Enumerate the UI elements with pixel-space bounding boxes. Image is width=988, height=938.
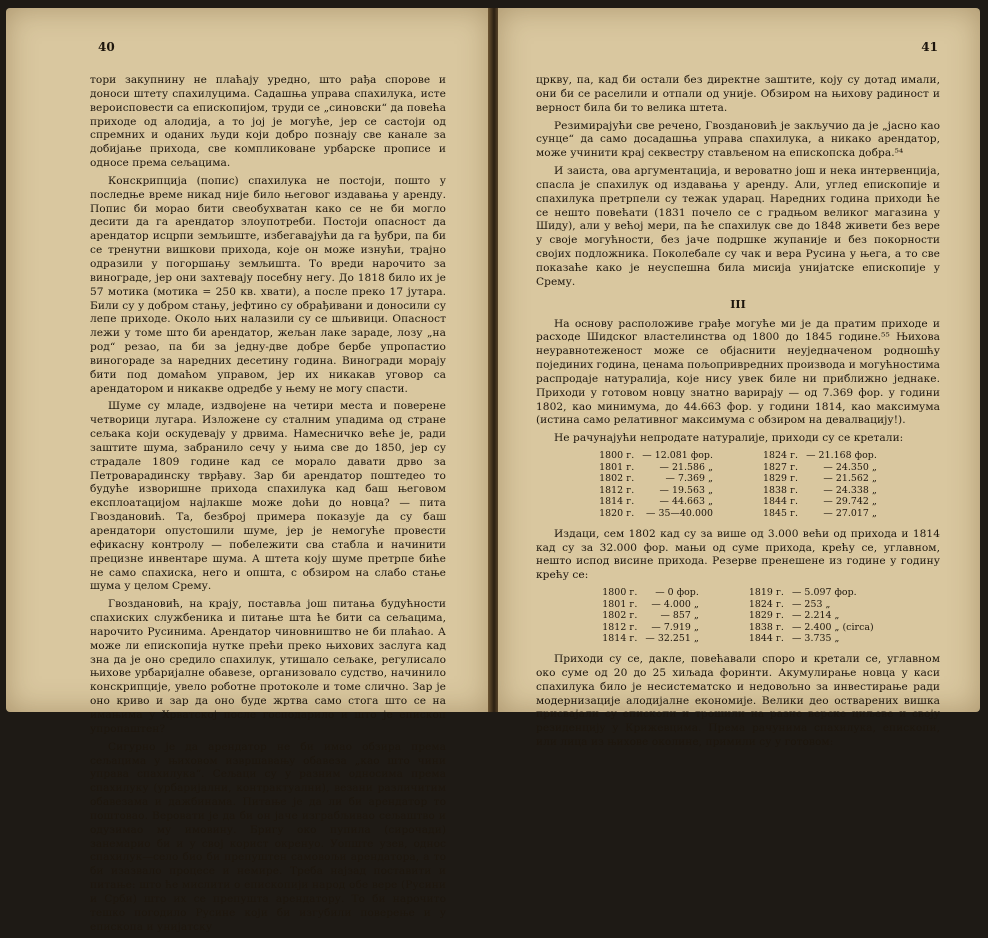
value-cell: — 35—40.000 [645,508,713,520]
value-cell: — 21.562 „ [823,473,877,485]
section-heading: III [730,297,746,311]
table-row [598,633,877,645]
value-cell: — 3.735 „ [791,633,840,645]
year-cell: 1812 г. [602,621,638,633]
paragraph: Резимирајући све речено, Гвоздановић је закључио да је „јасно као сунце“ да само досадашња управа спахилука, а никако арендатор, може учинити крај секвестру стављеном на епископска добра.⁵⁴ [536,119,940,160]
value-cell: — 44.663 „ [659,496,713,508]
income-table [595,450,881,520]
value-cell: — 29.742 „ [823,496,877,508]
value-cell: — 7.919 „ [651,621,699,633]
table-row [595,450,881,462]
year-cell: 1844 г. [748,633,784,645]
value-cell: — 2.214 „ [791,610,840,622]
year-cell: 1814 г. [599,496,635,508]
year-cell: 1800 г. [602,587,638,599]
year-cell: 1819 г. [748,587,784,599]
paragraph: Конскрипција (попис) спахилука не постоји, пошто у последње време никад није било његовог издавања у аренду. Попис би морао бити свеобухватан како се не би могло десити да га арендатор злоупотреби. Постоји опасност да арендатор исцрпи земљиште, избегавајући да га ђубри, па би се тренутни вишкови прихода, које он може изнући, трајно одразили у погоршању земљишта. То вреди нарочито за винограде, јер они захтевају посебну негу. До 1818 било их је 57 мотика (мотика = 250 кв. хвати), а после преко 17 јутара. Били су у добром стању, јефтино су обрађивани и доносили су лепе приходе. Около њих налазили су се шљивици. Опасност лежи у томе што би арендатор, жељан лаке зараде, лозу „на род“ резао, па би за једну-две добре бербе упропастио виногораде за наредних десетину година. Виногради морају бити под домаћом управом, јер их никакав уговор са арендатором и никакве одредбе у њему не могу спасти. [90,174,446,395]
year-cell: 1829 г. [748,610,784,622]
year-cell: 1820 г. [599,508,635,520]
right-page [498,8,980,749]
year-cell: 1827 г. [763,461,799,473]
table-row [595,485,881,497]
paragraph: Сигурно је да арендатор не би имао обзира према сељацима у њиховом извршавању обавеза „као што чини управа спахилука“. Сељаци су у разним односима према спахилуку (урбаријални, контрактуални), везани различитим обавезама и дажбинама. Питање је да ли би арендатор то поштовао. Веровати је да би он јаче изграбљивао сељаштво и одузимао му имовину. Бригу око пупила (сирочади) занемарио би и у свој корист окренуо. Уопште узев, однос спахилук—село био би препуштен самовољи арендатора, а то би изазвало процесе и немире. Треба најзад поставити и питање: што ће мислити о епископији народ обе вере (Русини и Срби) што их се препушта арендатору. То би нарочито тешко погодило Русине који би изгубили поверење и у епископа и унијатску [90,740,446,933]
paragraph: Не рачунајући непродате натуралије, приходи су се кретали: [554,432,904,445]
left-page [6,8,490,933]
paragraph: И заиста, ова аргументација, и вероватно још и нека интервенција, спасла је спахилук од издавања у аренду. Али, углед епископије и спахилука претрпели су тежак ударац. Наредних година приходи ће се нешто повећати (1831 почело се с градњом великог магазина у Шиду), али у већој мери, па ће спахилук све до 1848 живети без вере у своје могућности, без јаче подршке жупаније и без покорности својих подложника. Поколебале су чак и вера Русина у њега, а то све показаће како је неуспешна била мисија унијатске епископије у Срему. [536,165,940,288]
year-cell: 1824 г. [748,598,784,610]
page-number: 41 [921,40,938,54]
value-cell: — 24.338 „ [823,484,877,496]
paragraph: Шуме су младе, издвојене на четири места и поверене четворици лугара. Изложене су сталним упадима од стране сељака који оскудевају у дрвима. Намесничко веће је, ради заштите шума, забранило сечу у њима све до 1850, јер су страдале 1809 године кад се морало давати дрво за Петроварадинску тврђаву. Зар би арендатор поштедео то будуће изворишне прихода спахилука кад баш његовом експлоатацијом најлакше може доћи до новца? — пита Гвоздановић. Та, безброј примера показује да су баш арендатори опустошили шуме, јер је немогуће провести ефикасну контролу — побележити сва стабла и начинити прецизне инвентаре шума. А штета коју шуме претрпе биће не само спахиска, него и општа, с обзиром на слабо стање шума у целом Срему. [90,400,446,593]
paragraph: Издаци, сем 1802 кад су за више од 3.000 већи од прихода и 1814 кад су за 32.000 фор. мањи од суме прихода, крећу се, углавном, нешто испод висине прихода. Резерве пренешене из године у годину крећу се: [536,527,940,582]
value-cell: — 857 „ [660,610,699,622]
table-row [595,508,881,520]
year-cell: 1802 г. [599,473,635,485]
table-row [595,496,881,508]
year-cell: 1814 г. [602,633,638,645]
paragraph: На основу расположиве грађе могуће ми је да пратим приходе и расходе Шидског властелинства од 1800 до 1845 године.⁵⁵ Њихова неуравнотеженост може се објаснити неуједначеном родношћу појединих година, ценама пољопривредних производа и могућностима распродаје натуралија, које нису увек биле ни приближно једнаке. Приходи у готовом новцу знатно варирају — од 7.369 фор. у години 1802, као минимума, до 44.663 фор. у години 1814, као максимума (истина само релативног максимума с обзиром на девалвацију!). [536,317,941,427]
table-row [598,587,877,599]
year-cell: 1802 г. [602,610,638,622]
value-cell: — 0 фор. [655,587,699,599]
value-cell: — 27.017 „ [823,508,877,520]
table-row [598,622,877,634]
table-row [598,599,877,611]
year-cell: 1801 г. [602,598,638,610]
reserves-table [598,587,877,645]
value-cell: — 2.400 „ (circa) [791,621,874,633]
right-page-text [536,74,940,754]
value-cell: — 12.081 фор. [642,450,713,462]
value-cell: — 32.251 „ [645,633,699,645]
paragraph: цркву, па, кад би остали без директне заштите, коју су дотад имали, они би се раселили и отпали од уније. Обзиром на њихову радиност и верност била би то велика штета. [536,74,940,114]
year-cell: 1829 г. [763,473,799,485]
year-cell: 1838 г. [763,484,799,496]
year-cell: 1838 г. [748,621,784,633]
year-cell: 1844 г. [763,496,799,508]
value-cell: — 5.097 фор. [791,587,857,599]
left-page-text [90,74,446,938]
value-cell: — 19.563 „ [659,484,713,496]
paragraph: тори закупнину не плаћају уредно, што рађа спорове и доноси штету спахилуцима. Садашња управа спахилука, исте вероисповести са епископијом, труди се „синовски“ да повећа приходе од алодија, а то јој је могуће, јер се састоји од спремних и оданих људи који добро познају све канале за добијање прихода, све компликоване урбарске прописе и односе према сељацима. [90,74,446,170]
paragraph: Приходи су се, дакле, повећавали споро и кретали се, углавном око суме од 20 до 25 хиљада форинти. Акумулирање новца у каси спахилука било је несистематско и недовољно за инвестирање ради модернизације алодијалне економије. Велики део остварених вишка присвајали су епископи и трошили на разне верске циљеве и своју резиденцију у Крижевцима. Према рачунима спахилука, епископи, или лица из њихове околине, примили су у готовом: [536,653,940,749]
year-cell: 1801 г. [599,461,635,473]
year-cell: 1800 г. [599,450,635,462]
page-number: 40 [98,40,115,54]
table-row [595,462,881,474]
value-cell: — 4.000 „ [651,598,699,610]
paragraph: Гвоздановић, на крају, поставља још питања будућности спахиских службеника и питање шта ће бити са сељацима, нарочито Русинима. Арендатор чиновништво не би плаћао. А може ли епископија нутке прећи преко њихових заслуга кад зна да је оно средило спахилук, утишало сељаке, регулисало њихове урбаријалне обавезе, организовало судство, начинило конскрипције, увело роботне протоколе и томе слично. Зар је оно криво и зар да оно буде жртва само стога што се на имањима у Хрватској после господарило и што је епископ упропаштен? [90,598,446,735]
year-cell: 1845 г. [763,508,799,520]
table-row [598,610,877,622]
table-row [595,473,881,485]
year-cell: 1812 г. [599,484,635,496]
value-cell: — 21.586 „ [659,461,713,473]
year-cell: 1824 г. [763,450,799,462]
value-cell: — 21.168 фор. [806,450,877,462]
value-cell: — 253 „ [791,598,831,610]
value-cell: — 24.350 „ [823,461,877,473]
value-cell: — 7.369 „ [665,473,713,485]
